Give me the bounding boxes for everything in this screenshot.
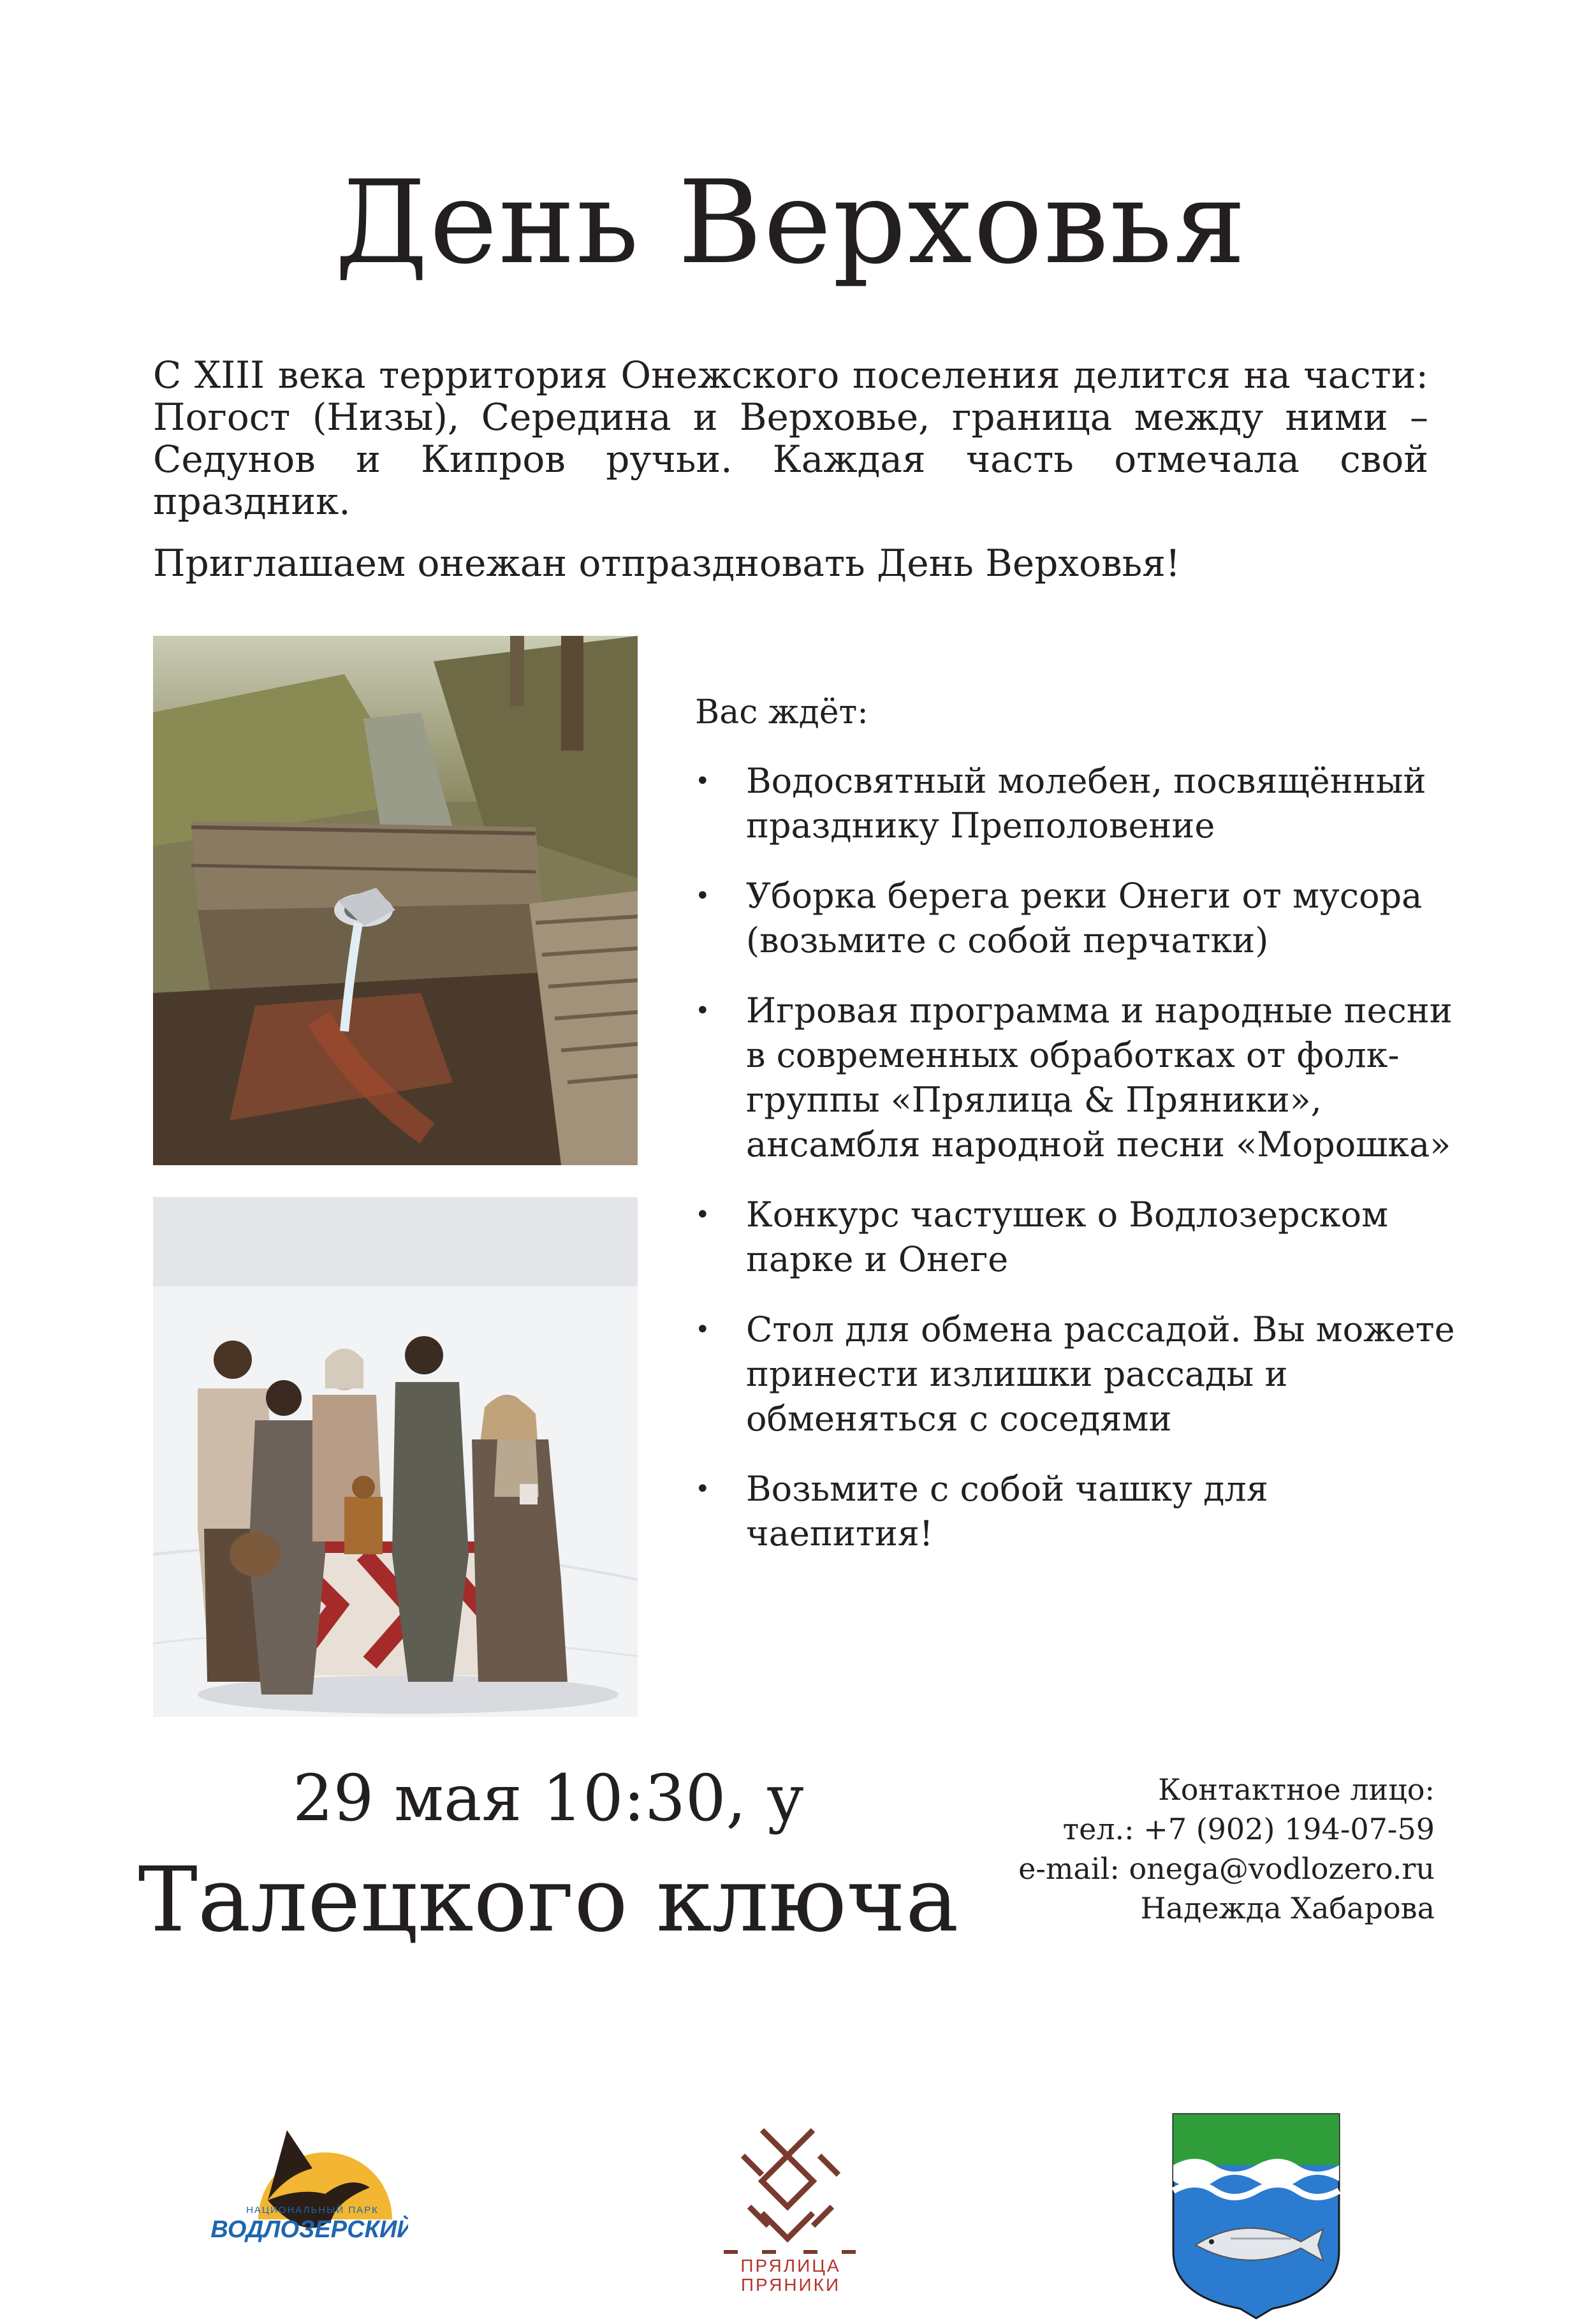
folk-group-photo <box>153 1197 638 1717</box>
bullet-icon: • <box>695 1475 710 1504</box>
park-small-text: НАЦИОНАЛЬНЫЙ ПАРК <box>246 2205 379 2216</box>
bullet-icon: • <box>695 1200 710 1230</box>
page-title: День Верховья <box>335 156 1247 290</box>
bullet-icon: • <box>695 1315 710 1344</box>
contact-block <box>956 1770 1435 1928</box>
bullet-icon: • <box>695 881 710 911</box>
list-item: • Конкурс частушек о Водлозерском парке и Онеге <box>695 1193 1460 1282</box>
list-item: • Уборка берега реки Онеги от мусора (возьмите с собой перчатки) <box>695 874 1460 963</box>
contact-email[interactable]: e-mail: onega@vodlozero.ru <box>1018 1851 1435 1886</box>
intro-paragraph: С XIII века территория Онежского поселения делится на части: Погост (Низы), Середина и Верховье, граница между ними – Седунов и Кипров ручьи. Каждая часть отмечала свой праздник. <box>153 353 1428 523</box>
bullet-icon: • <box>695 767 710 796</box>
bullet-icon: • <box>695 996 710 1026</box>
folk-name-line2: ПРЯНИКИ <box>740 2275 841 2295</box>
park-name-text: ВОДЛОЗЕРСКИЙ <box>210 2216 408 2243</box>
contact-phone[interactable]: тел.: +7 (902) 194-07-59 <box>1062 1812 1435 1846</box>
list-item: • Стол для обмена рассадой. Вы можете принести излишки рассады и обменяться с соседями <box>695 1307 1460 1441</box>
list-item: • Водосвятный молебен, посвящённый празднику Преполовение <box>695 759 1460 848</box>
contact-name: Надежда Хабарова <box>1140 1891 1435 1925</box>
ornament-icon <box>743 2130 839 2239</box>
contact-label: Контактное лицо: <box>1158 1772 1435 1807</box>
event-place: Талецкого ключа <box>138 1848 959 1952</box>
stream-photo <box>153 636 638 1165</box>
list-item: • Игровая программа и народные песни в современных обработках от фолк-группы «Прялица & Пряники», ансамбля народной песни «Морошка» <box>695 989 1460 1167</box>
invite-paragraph: Приглашаем онежан отпраздновать День Верховья! <box>153 541 1181 585</box>
vodlozersky-park-logo <box>204 2124 408 2290</box>
event-date: 29 мая 10:30, у <box>293 1761 804 1835</box>
await-heading: Вас ждёт: <box>695 693 868 732</box>
folk-name-line1: ПРЯЛИЦА <box>740 2256 841 2276</box>
onega-coat-of-arms <box>1170 2111 1342 2321</box>
activities-list <box>695 759 1460 1582</box>
folk-group-logo <box>724 2117 858 2296</box>
list-item: • Возьмите с собой чашку для чаепития! <box>695 1467 1460 1556</box>
